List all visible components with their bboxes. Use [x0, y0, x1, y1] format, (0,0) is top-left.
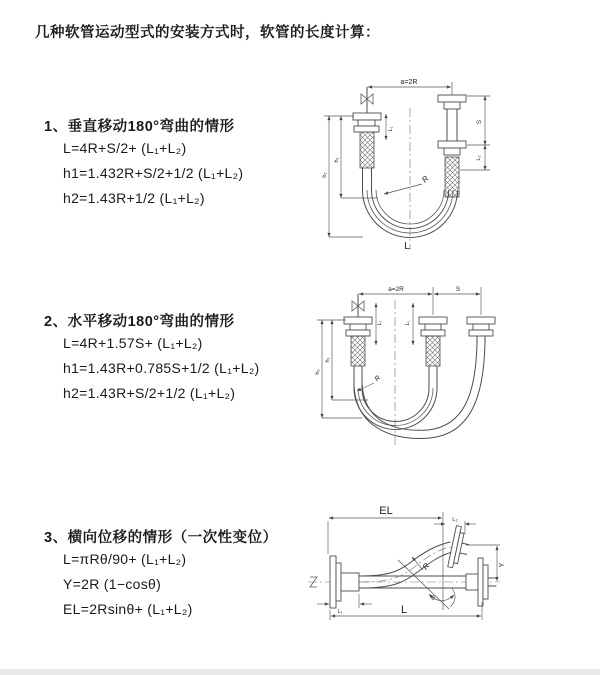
dim-label-a2r: a=2R	[400, 79, 418, 86]
left-flange-fitting	[330, 556, 359, 608]
dim-label-r: R	[373, 374, 383, 384]
hose-position-1	[354, 366, 437, 430]
dim-label-length: L	[400, 604, 408, 616]
left-flange-fitting	[353, 113, 381, 168]
section-2-formula-h1: h1=1.43R+0.785S+1/2 (L₁+L₂)	[63, 360, 260, 376]
dim-label-length: L	[404, 241, 410, 252]
dimension-l1-l2	[376, 303, 413, 345]
section-1-heading: 1、垂直移动180°弯曲的情形	[44, 119, 235, 135]
dim-label-s: S	[477, 119, 483, 125]
diagram-lateral-displacement	[300, 505, 592, 665]
dim-label-l2: L₂	[476, 155, 482, 161]
dim-label-r: R	[420, 561, 432, 572]
dim-label-s: S	[455, 286, 461, 293]
dim-label-theta: θ	[431, 595, 435, 602]
dimension-l1	[317, 594, 372, 615]
section-3-heading: 3、横向位移的情形（一次性变位）	[44, 530, 278, 546]
right-flange-fitting	[467, 317, 495, 343]
radius-callout	[384, 174, 431, 194]
right-flange-fitting	[438, 95, 466, 197]
dim-label-a2r: a=2R	[388, 286, 404, 293]
dim-label-l1: L₁	[337, 609, 343, 615]
hose-position-2	[354, 342, 485, 438]
left-flange-fitting	[344, 317, 372, 366]
section-2-formula-h2: h2=1.43R+S/2+1/2 (L₁+L₂)	[63, 385, 236, 401]
section-1-formula-L: L=4R+S/2+ (L₁+L₂)	[63, 140, 187, 156]
dimension-el	[328, 505, 443, 610]
section-3-formula-Y: Y=2R (1−cosθ)	[63, 576, 162, 592]
section-2-heading: 2、水平移动180°弯曲的情形	[44, 314, 235, 330]
dim-label-r: R	[420, 174, 431, 185]
page-title: 几种软管运动型式的安装方式时，软管的长度计算：	[35, 25, 380, 41]
section-1-formula-h2: h2=1.43R+1/2 (L₁+L₂)	[63, 190, 205, 206]
dim-label-y: Y	[499, 562, 506, 568]
dimension-l1	[386, 114, 394, 140]
radius-callout	[357, 375, 382, 391]
dim-label-h2: h₂	[315, 369, 321, 375]
valve-icon	[361, 87, 373, 113]
section-3-formula-L: L=πRθ/90+ (L₁+L₂)	[63, 551, 187, 567]
section-3-formula-EL: EL=2Rsinθ+ (L₁+L₂)	[63, 601, 193, 617]
dim-label-h1: h₁	[334, 157, 340, 163]
middle-flange-fitting	[419, 317, 447, 366]
section-1-formula-h1: h1=1.432R+S/2+1/2 (L₁+L₂)	[63, 165, 244, 181]
dim-label-l2: L₂	[452, 517, 458, 523]
hose-s-curve-position-2	[361, 542, 453, 588]
tilted-flange-fitting	[448, 526, 472, 570]
dim-label-l2: L₂	[405, 320, 411, 326]
diagram-vertical-180-bend	[315, 72, 565, 258]
diagram-horizontal-180-bend	[312, 283, 564, 455]
valve-icon	[352, 294, 364, 317]
dimension-l	[330, 602, 482, 620]
dim-label-el: EL	[379, 505, 393, 517]
dimension-a2r-s	[359, 286, 481, 315]
page-bottom-edge	[0, 669, 600, 675]
dim-label-h1: h₁	[325, 357, 331, 363]
dimension-a2r	[368, 79, 452, 95]
dim-label-l1: L₁	[388, 126, 394, 132]
dimension-s	[460, 96, 490, 170]
dim-label-h2: h₂	[322, 172, 328, 178]
section-2-formula-L: L=4R+1.57S+ (L₁+L₂)	[63, 335, 203, 351]
dim-label-l1: L₁	[377, 320, 383, 326]
